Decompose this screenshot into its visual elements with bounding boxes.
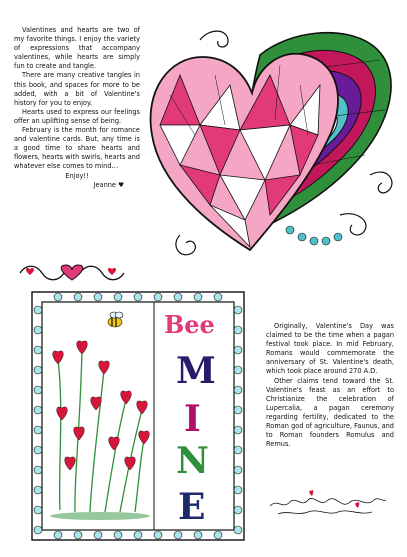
intro-paragraph: There are many creative tangles in this book, and spaces for more to be added, with a bit of Valentine's history for you to enjoy. [14,71,140,107]
card-word-bee: Bee [164,310,215,339]
history-text [266,322,394,449]
history-paragraph: Originally, Valentine's Day was claimed to be the time when a pagan festival took place. In mid February, Romans would commemorate the anniversary of St. Valentine's death, which took place around 270 A.D. [266,322,394,376]
card-letter-n: N [176,440,209,482]
card-letter-e: E [178,486,206,528]
intro-text [14,26,140,190]
heart-divider [16,262,128,284]
card-letter-m: M [176,350,216,392]
history-paragraph: Other claims tend toward the St. Valentine's feast as an effort to Christianize the celebration of Lupercalia, a pagan ceremony regarding fertility, dedicated to the Roman god of agriculture, Faunus, and to Roman founders Romulus and Remus. [266,376,394,449]
intro-closing: Enjoy!! [65,171,89,180]
card-letter-i: I [184,398,201,440]
signature: Jeanne ♥ [93,180,124,189]
handwritten-doodle [268,488,388,518]
intro-paragraph: Valentines and hearts are two of my favorite things. I enjoy the variety of expressions that accompany valentines, while hearts are simply fun to create and tangle. [14,26,140,71]
bee-mine-card [30,290,246,542]
intro-paragraph: Hearts used to express our feelings offer an uplifting sense of being. [14,107,140,125]
intro-paragraph: February is the month for romance and valentine cards. But, any time is a good time to share hearts and flowers, hearts with swirls, hearts and whatever else comes to mind… [14,126,140,171]
tangled-hearts-illustration [140,15,402,270]
